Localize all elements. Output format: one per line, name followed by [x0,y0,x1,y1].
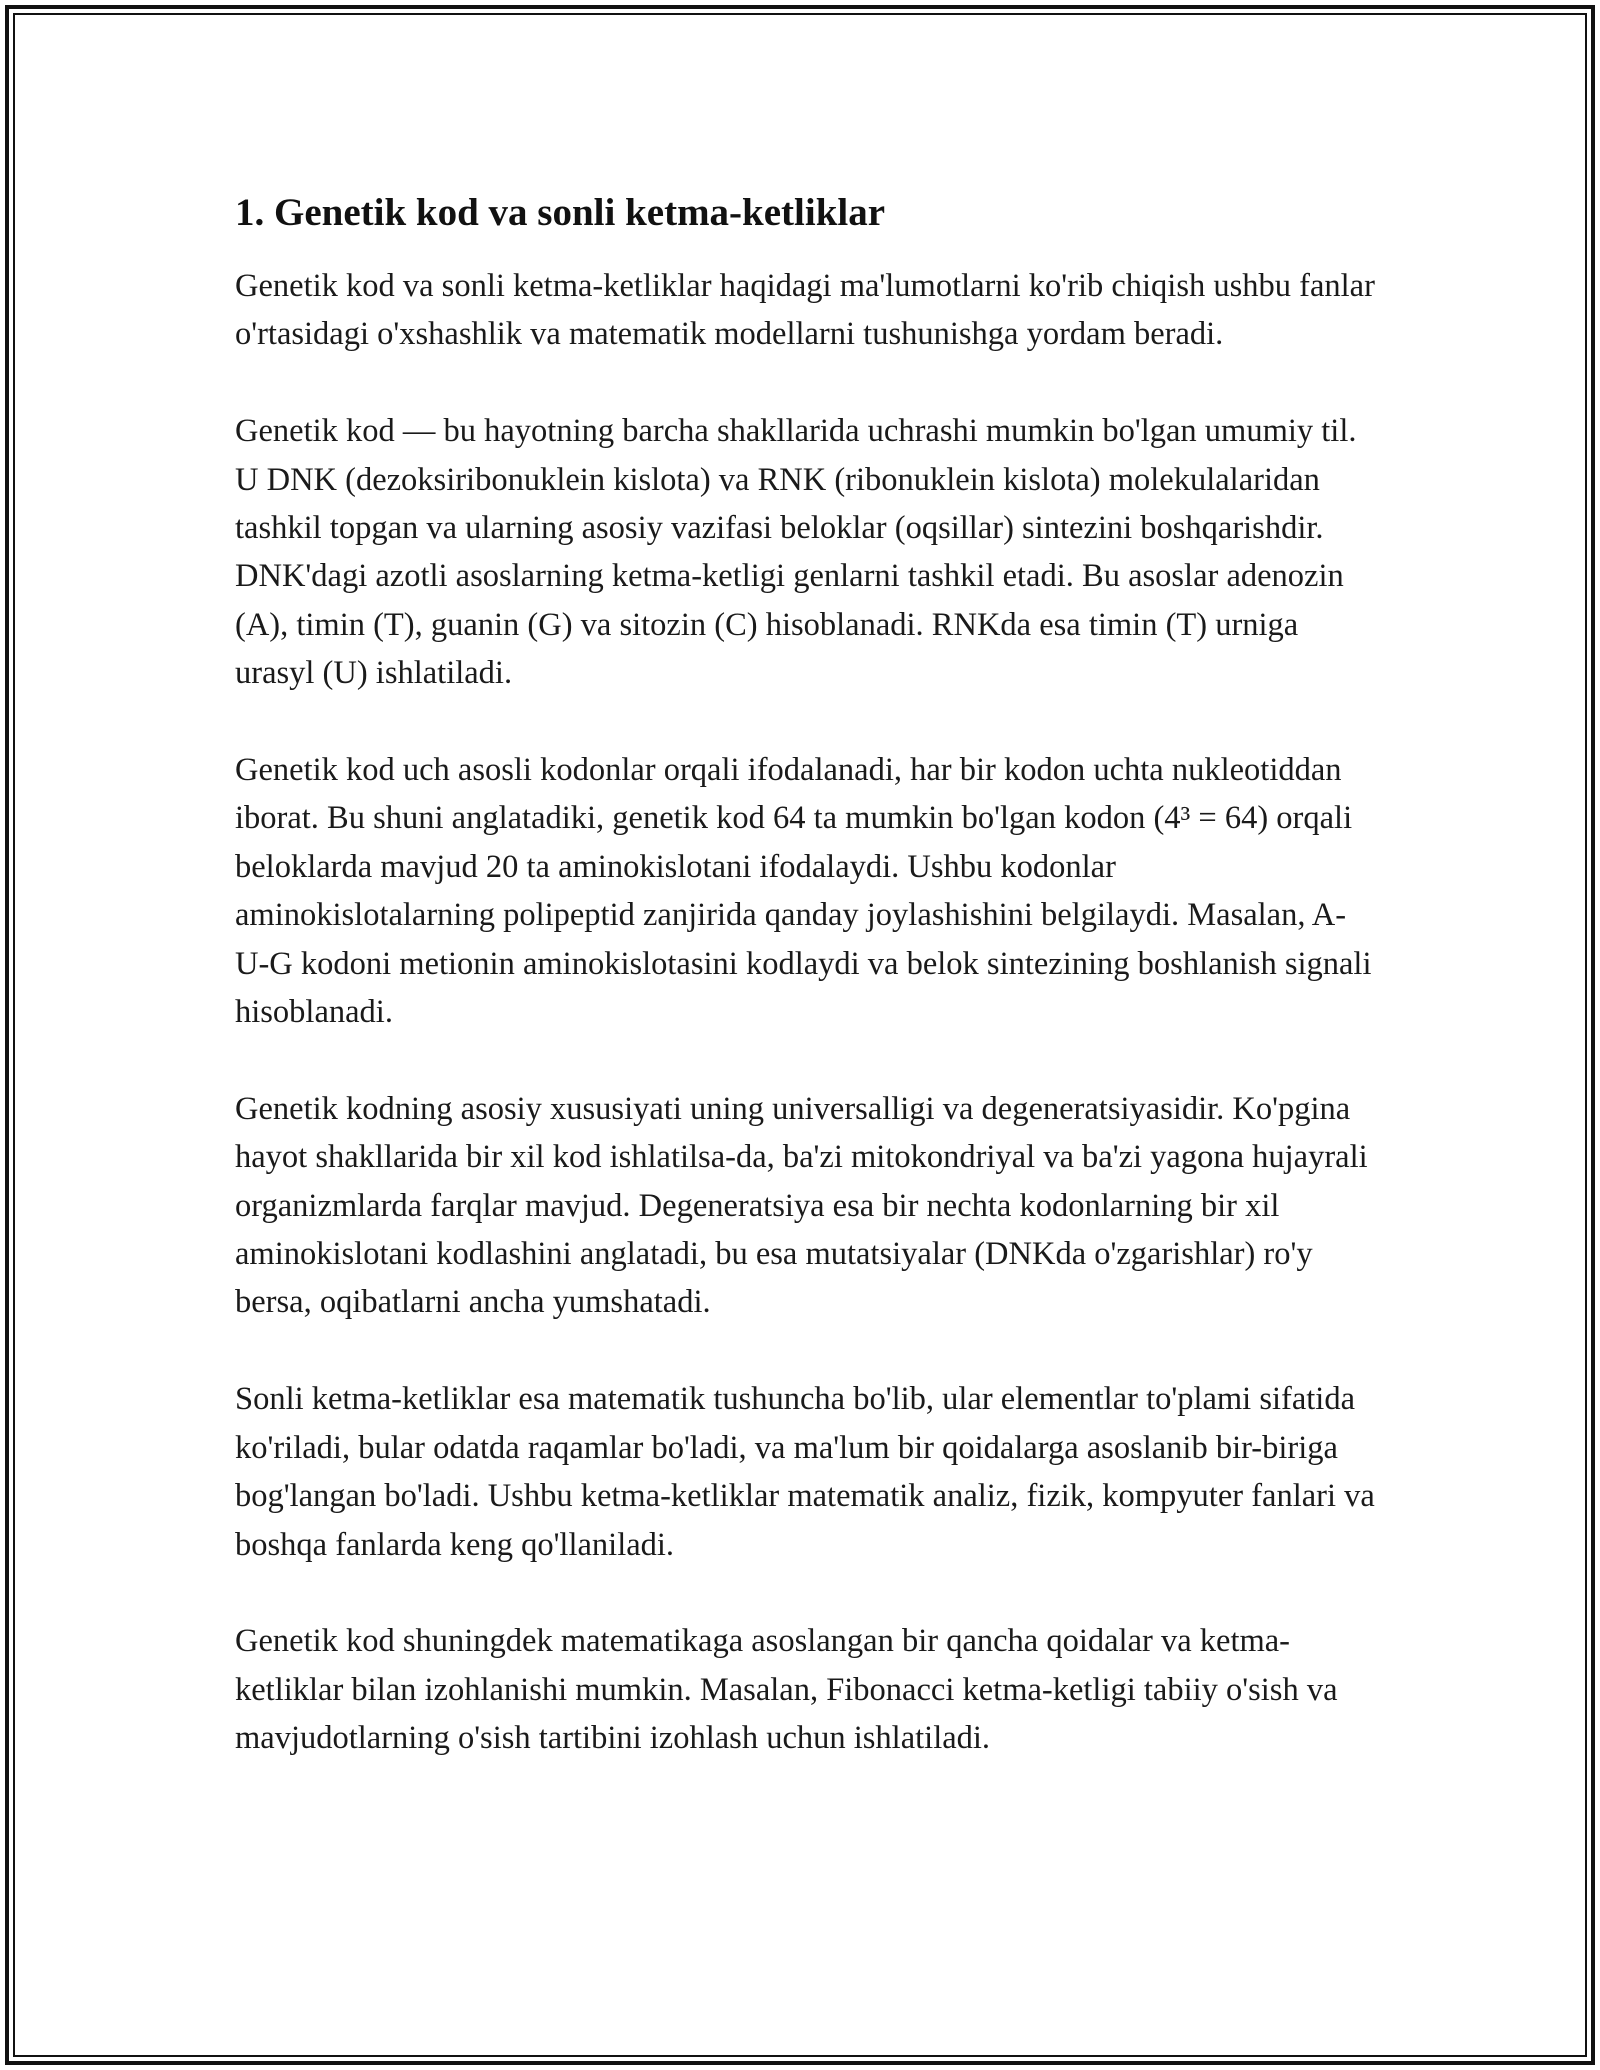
paragraph-codons: Genetik kod uch asosli kodonlar orqali ifodalanadi, har bir kodon uchta nukleotiddan iborat. Bu shuni anglatadiki, genetik kod 64 ta mumkin bo'lgan kodon (4³ = 64) orqali beloklarda mavjud 20 ta aminokislotani ifodalaydi. Ushbu kodonlar aminokislotalarning polipeptid zanjirida qanday joylashishini belgilaydi. Masalan, A-U-G kodoni metionin aminokislotasini kodlaydi va belok sintezining boshlanish signali hisoblanadi. [235,752,1372,1031]
paragraph-fibonacci: Genetik kod shuningdek matematikaga asoslangan bir qancha qoidalar va ketma-ketliklar bilan izohlanishi mumkin. Masalan, Fibonacci ketma-ketligi tabiiy o'sish va mavjudotlarning o'sish tartibini izohlash uchun ishlatiladi. [235,1623,1338,1757]
paragraph-intro: Genetik kod va sonli ketma-ketliklar haqidagi ma'lumotlarni ko'rib chiqish ushbu fanlar o'rtasidagi o'xshashlik va matematik modellarni tushunishga yordam beradi. [235,268,1375,353]
section-heading: 1. Genetik kod va sonli ketma-ketliklar [235,191,886,234]
paragraph-genetic-code: Genetik kod — bu hayotning barcha shakllarida uchrashi mumkin bo'lgan umumiy til. U DNK (dezoksiribonuklein kislota) va RNK (ribonuklein kislota) molekulalaridan tashkil topgan va ularning asosiy vazifasi beloklar (oqsillar) sintezini boshqarishdir. DNK'dagi azotli asoslarning ketma-ketligi genlarni tashkil etadi. Bu asoslar adenozin (A), timin (T), guanin (G) va sitozin (C) hisoblanadi. RNKda esa timin (T) urniga urasyl (U) ishlatiladi. [235,413,1357,692]
document-body [235,188,1375,1811]
paragraph-universality: Genetik kodning asosiy xususiyati uning universalligi va degeneratsiyasidir. Ko'pgina hayot shakllarida bir xil kod ishlatilsa-da, ba'zi mitokondriyal va ba'zi yagona hujayrali organizmlarda farqlar mavjud. Degeneratsiya esa bir nechta kodonlarning bir xil aminokislotani kodlashini anglatadi, bu esa mutatsiyalar (DNKda o'zgarishlar) ro'y bersa, oqibatlarni ancha yumshatadi. [235,1090,1368,1321]
paragraph-sequences: Sonli ketma-ketliklar esa matematik tushuncha bo'lib, ular elementlar to'plami sifatida ko'riladi, bular odatda raqamlar bo'ladi, va ma'lum bir qoidalarga asoslanib bir-biriga bog'langan bo'ladi. Ushbu ketma-ketliklar matematik analiz, fizik, kompyuter fanlari va boshqa fanlarda keng qo'llaniladi. [235,1381,1375,1563]
